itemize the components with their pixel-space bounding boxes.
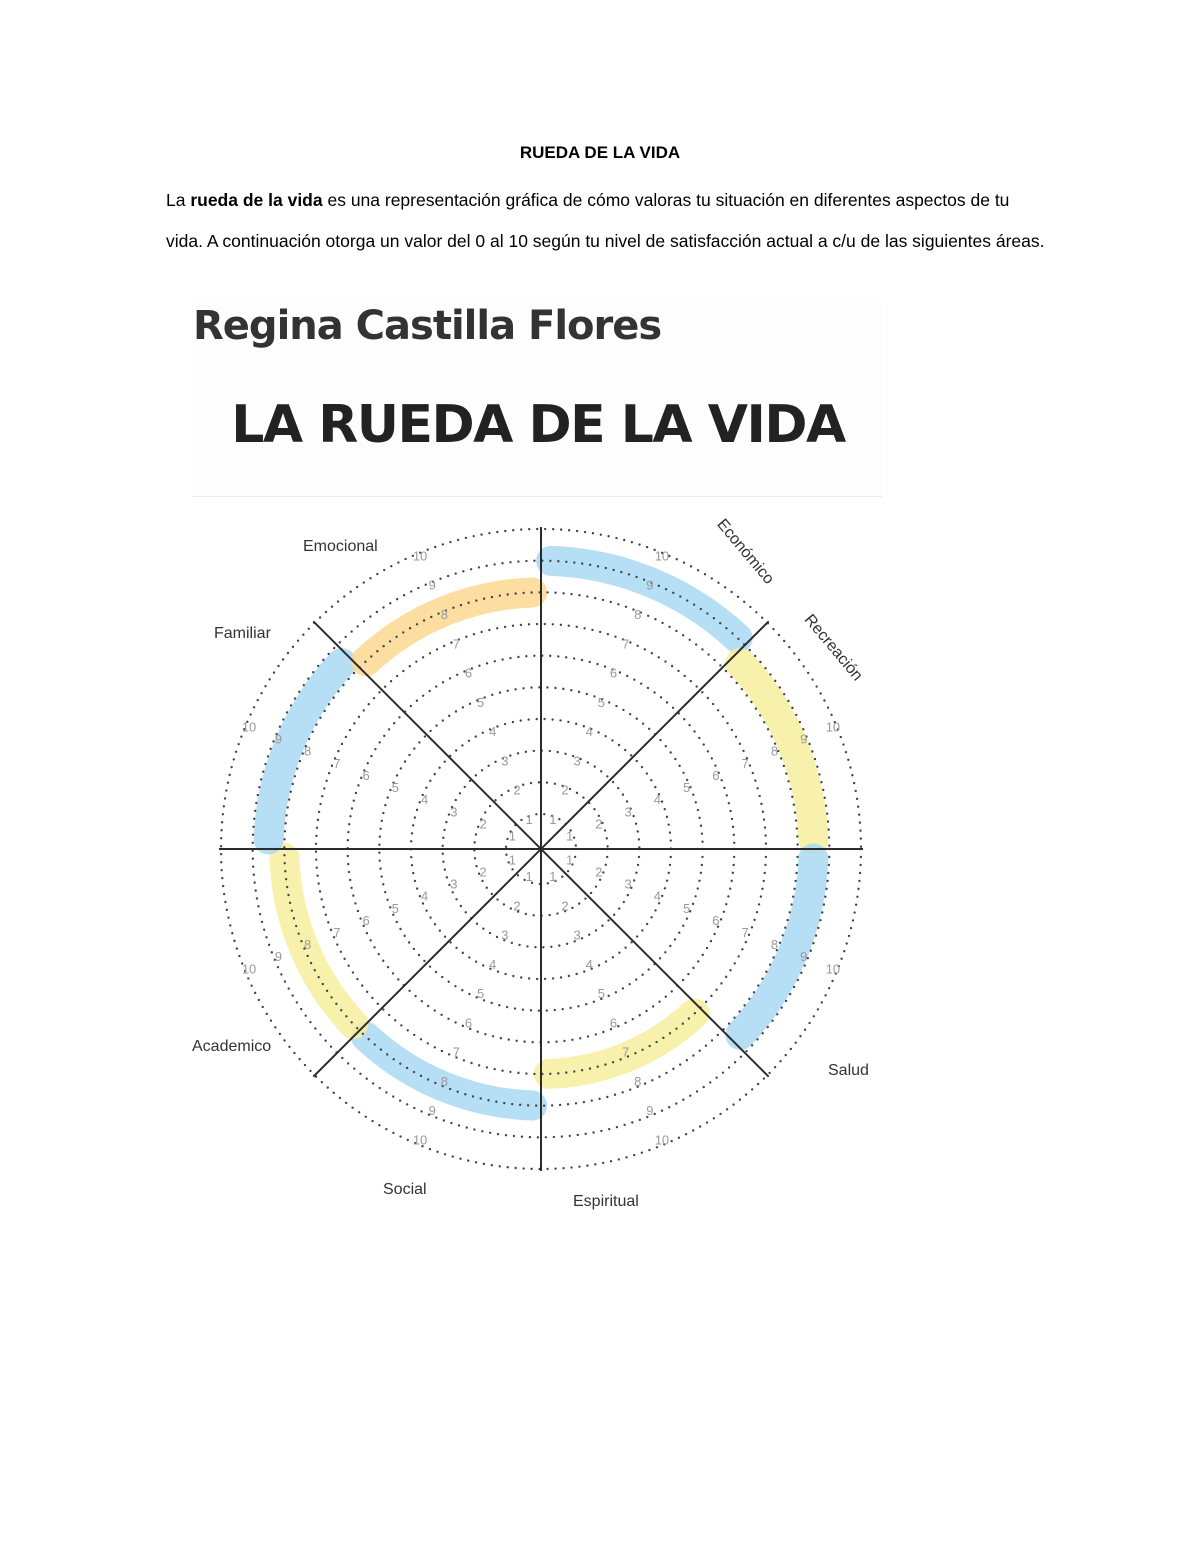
ring-number: 8 <box>303 937 312 953</box>
ring-number: 8 <box>770 937 779 953</box>
ring-number: 8 <box>634 607 642 623</box>
area-label-recreación: Recreación <box>800 611 866 685</box>
ring-number: 5 <box>477 694 485 710</box>
ring-number: 3 <box>624 876 632 892</box>
ring-number: 2 <box>479 864 487 880</box>
area-label-espiritual: Espiritual <box>573 1193 639 1211</box>
area-label-salud: Salud <box>828 1062 869 1080</box>
area-label-emocional: Emocional <box>303 538 378 556</box>
area-label-económico: Económico <box>713 516 778 588</box>
ring-number: 10 <box>654 548 670 564</box>
area-label-familiar: Familiar <box>214 625 271 643</box>
ring-number: 1 <box>525 811 533 827</box>
ring-number: 2 <box>595 864 603 880</box>
ring-number: 6 <box>464 665 473 681</box>
ring-number: 4 <box>420 792 429 808</box>
area-label-social: Social <box>383 1181 427 1199</box>
ring-number: 1 <box>525 869 533 885</box>
score-highlight-social <box>366 1037 532 1106</box>
ring-number: 2 <box>513 898 521 914</box>
ring-number: 2 <box>561 782 569 798</box>
ring-number: 8 <box>770 743 779 759</box>
intro-prefix: La <box>166 190 191 210</box>
ring-number: 9 <box>646 577 654 593</box>
intro-rest: es una representación gráfica de cómo valoras tu situación en diferentes aspectos de tu vida. A continuación otorga un valor del 0 al 10 según tu nivel de satisfacción actual a c/u de las siguientes áreas. <box>166 190 1045 251</box>
ring-number: 4 <box>489 956 497 972</box>
ring-number: 8 <box>440 1073 448 1089</box>
ring-number: 3 <box>450 876 458 892</box>
ring-number: 9 <box>428 1103 436 1119</box>
ring-number: 7 <box>741 925 749 941</box>
ring-number: 8 <box>440 607 448 623</box>
ring-number: 9 <box>800 949 808 965</box>
area-label-academico: Academico <box>192 1038 272 1056</box>
ring-number: 2 <box>595 816 603 832</box>
score-highlight-económico <box>551 561 738 638</box>
ring-number: 1 <box>508 852 516 868</box>
ring-number: 2 <box>479 816 487 832</box>
ring-number: 4 <box>585 956 593 972</box>
author-name: Regina Castilla Flores <box>193 303 662 349</box>
ring-number: 5 <box>597 986 605 1002</box>
ring-number: 3 <box>501 927 509 943</box>
ring-number: 4 <box>585 724 593 740</box>
ring-number: 10 <box>412 548 428 564</box>
ring-number: 9 <box>274 731 282 747</box>
ring-number: 7 <box>333 755 341 771</box>
ring-number: 2 <box>513 782 521 798</box>
ring-number: 6 <box>609 1015 618 1031</box>
ring-number: 9 <box>428 577 436 593</box>
ring-number: 4 <box>653 792 662 808</box>
ring-number: 5 <box>683 900 691 916</box>
ring-number: 4 <box>420 888 429 904</box>
ring-number: 9 <box>274 949 282 965</box>
ring-number: 2 <box>561 898 569 914</box>
intro-bold-term: rueda de la vida <box>190 190 323 210</box>
ring-number: 8 <box>634 1073 642 1089</box>
ring-number: 6 <box>712 912 720 928</box>
ring-number: 5 <box>683 780 691 796</box>
ring-number: 6 <box>464 1015 473 1031</box>
ring-number: 6 <box>362 767 370 783</box>
ring-number: 3 <box>573 753 581 769</box>
ring-number: 7 <box>333 925 341 941</box>
ring-number: 7 <box>621 1044 630 1060</box>
ring-number: 10 <box>825 719 841 735</box>
ring-number: 9 <box>646 1103 654 1119</box>
ring-number: 5 <box>597 694 605 710</box>
ring-number: 3 <box>450 804 458 820</box>
ring-number: 5 <box>477 986 485 1002</box>
ring-number: 5 <box>391 900 399 916</box>
ring-number: 4 <box>489 724 497 740</box>
ring-number: 10 <box>412 1132 428 1148</box>
ring-number: 1 <box>549 869 557 885</box>
wheel-heading: LA RUEDA DE LA VIDA <box>231 395 845 455</box>
ring-number: 10 <box>241 719 257 735</box>
ring-number: 8 <box>303 743 312 759</box>
ring-number: 7 <box>452 636 461 652</box>
document-title: RUEDA DE LA VIDA <box>519 143 681 162</box>
ring-number: 7 <box>621 636 630 652</box>
ring-number: 7 <box>452 1044 461 1060</box>
ring-number: 4 <box>653 888 662 904</box>
ring-number: 6 <box>362 912 370 928</box>
ring-number: 10 <box>654 1132 670 1148</box>
ring-number: 3 <box>573 927 581 943</box>
ring-number: 7 <box>741 755 749 771</box>
ring-number: 1 <box>549 811 557 827</box>
ring-number: 3 <box>501 753 509 769</box>
ring-number: 10 <box>241 961 257 977</box>
ring-number: 3 <box>624 804 632 820</box>
area-dividers <box>219 527 863 1171</box>
ring-number: 1 <box>508 828 516 844</box>
ring-number: 6 <box>712 767 720 783</box>
ring-number: 1 <box>566 852 574 868</box>
ring-number: 10 <box>825 961 841 977</box>
ring-number: 5 <box>391 780 399 796</box>
ring-number: 6 <box>609 665 618 681</box>
ring-number: 1 <box>566 828 574 844</box>
ring-number: 9 <box>800 731 808 747</box>
